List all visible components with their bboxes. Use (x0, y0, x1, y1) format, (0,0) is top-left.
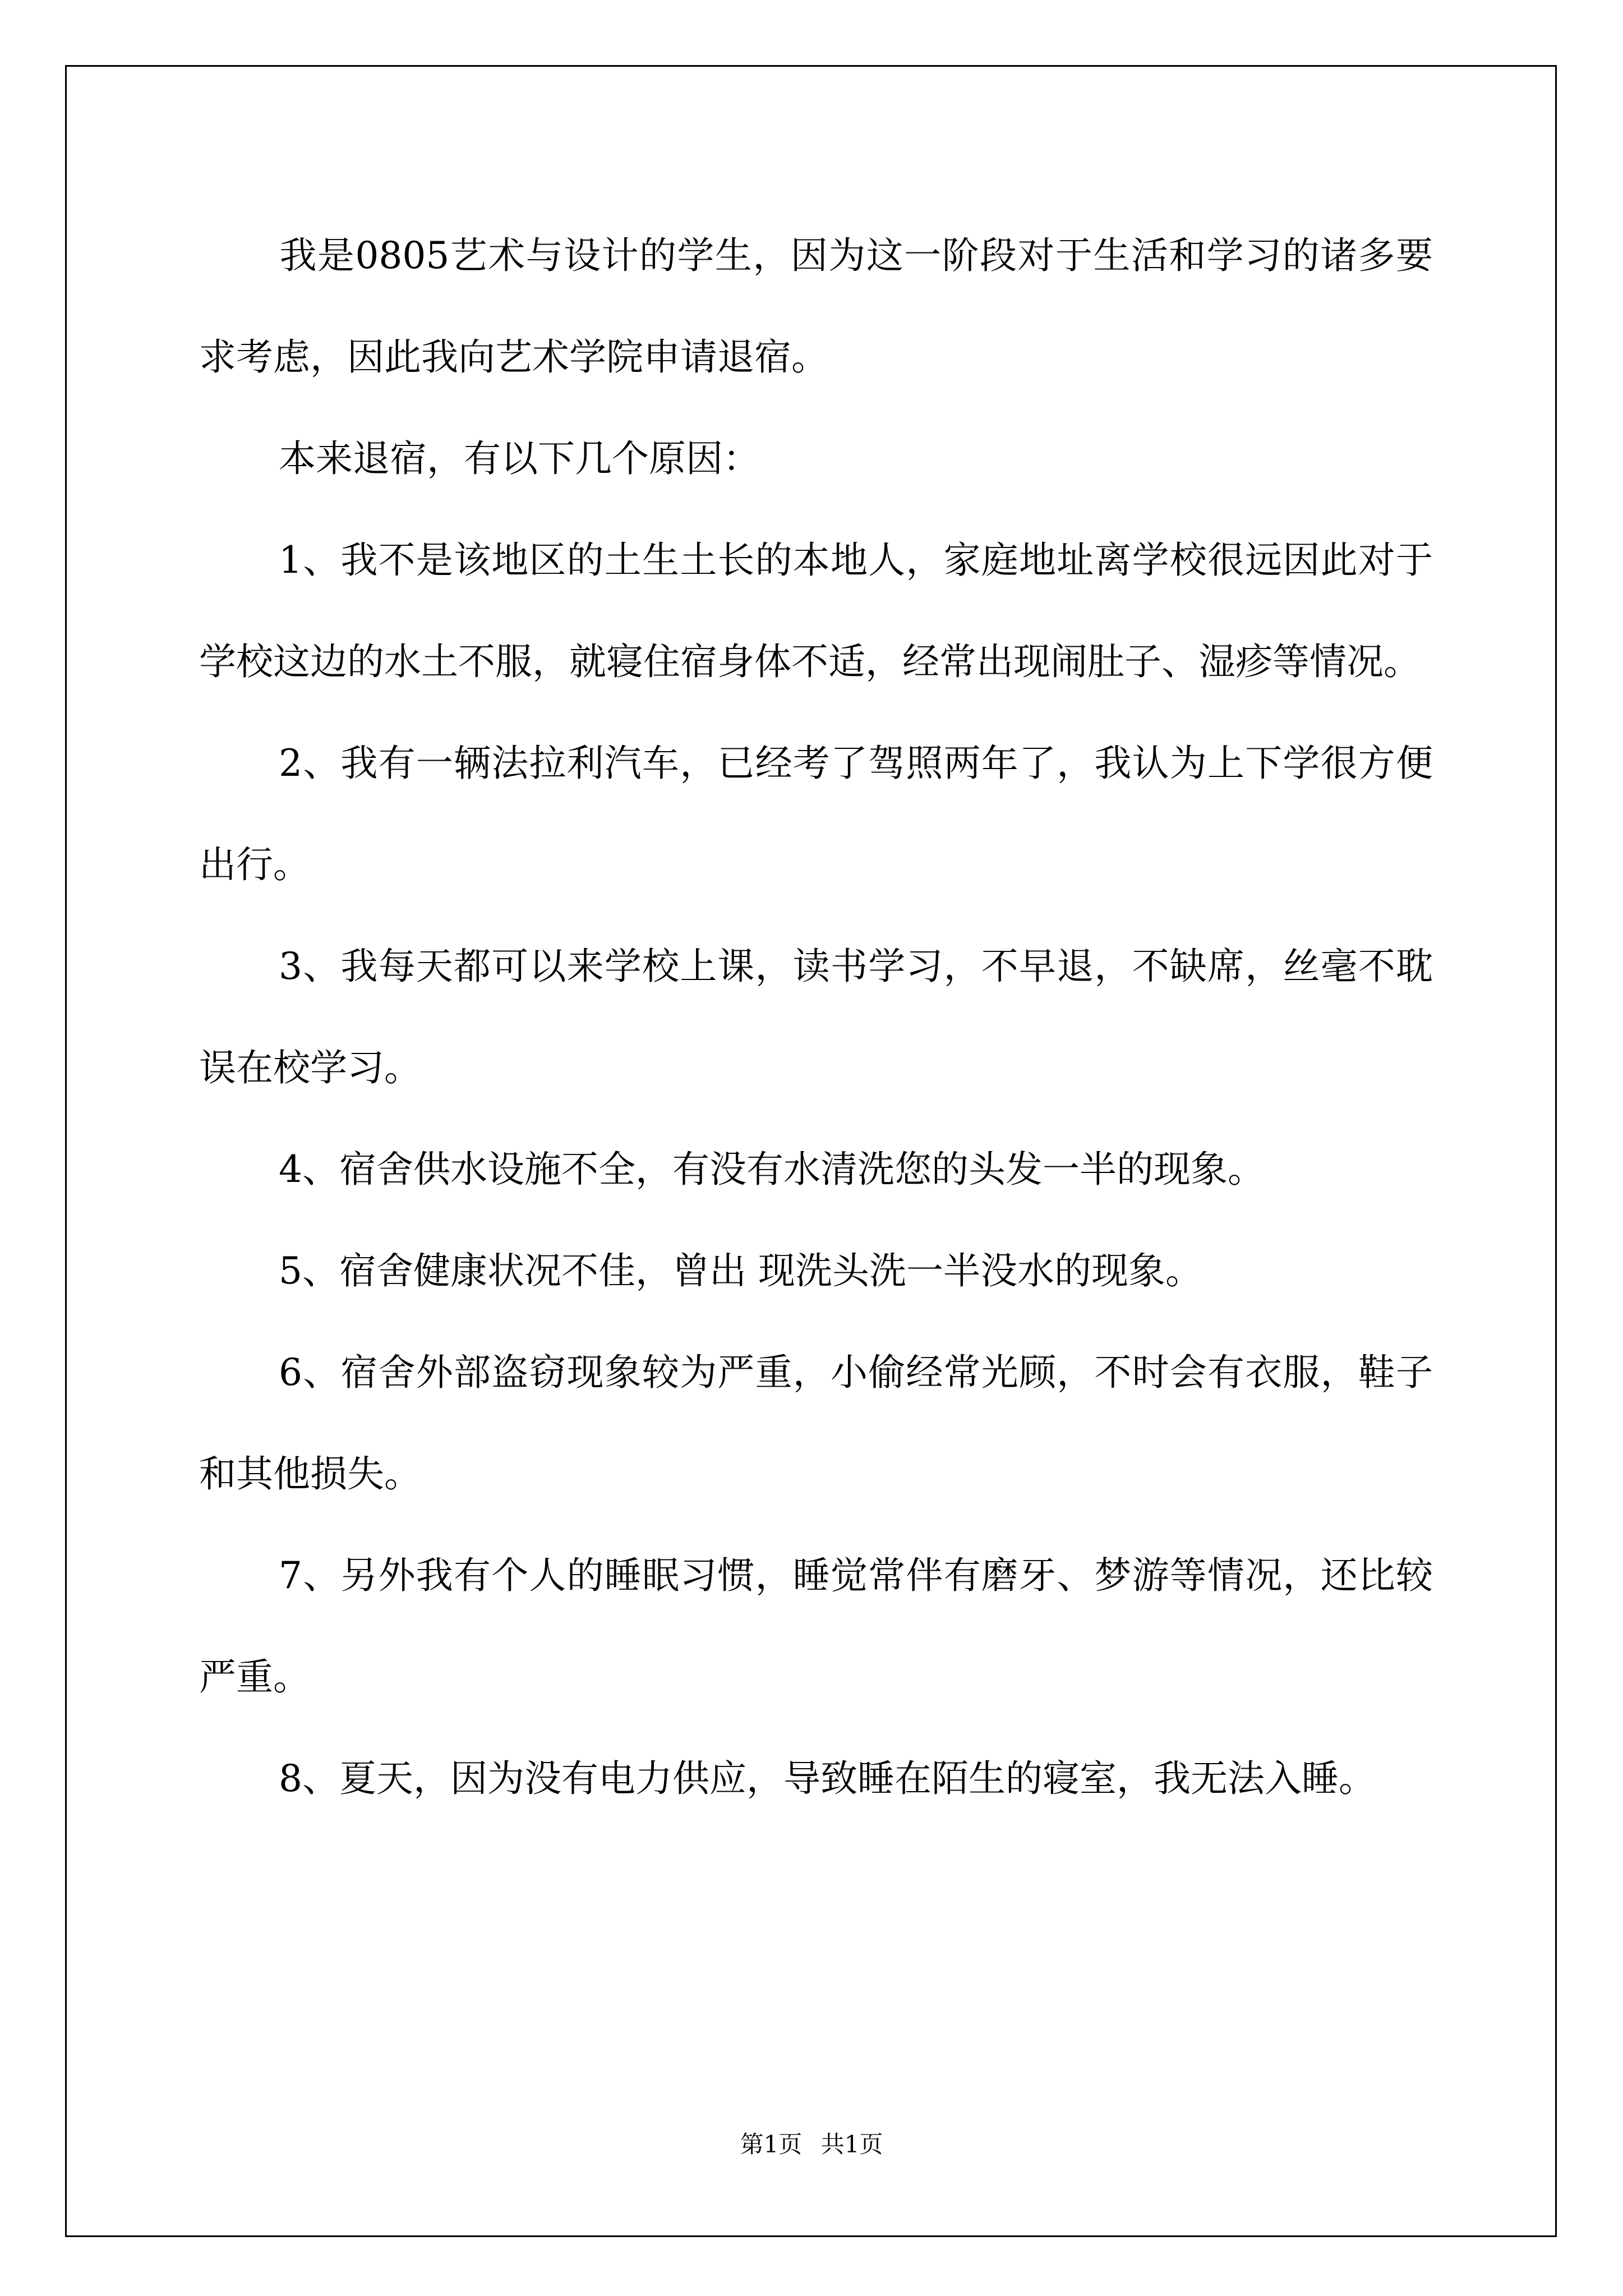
paragraph-intro: 我是0805艺术与设计的学生，因为这一阶段对于生活和学习的诸多要求考虑，因此我向艺术学院申请退宿。 (199, 234, 1433, 379)
paragraph-reasons-heading: 本来退宿，有以下几个原因： (279, 437, 760, 480)
document-body (199, 205, 1433, 1829)
page-number-current: 第1页 (740, 2131, 803, 2158)
paragraph-reason-2: 2、我有一辆法拉利汽车，已经考了驾照两年了，我认为上下学很方便出行。 (199, 742, 1433, 886)
page-footer (0, 2126, 1623, 2160)
paragraph-reason-3: 3、我每天都可以来学校上课，读书学习，不早退，不缺席，丝毫不耽误在校学习。 (199, 945, 1433, 1089)
paragraph-reason-5: 5、宿舍健康状况不佳，曾出 现洗头洗一半没水的现象。 (279, 1249, 1202, 1292)
paragraph-reason-1: 1、我不是该地区的土生土长的本地人，家庭地址离学校很远因此对于学校这边的水土不服，就寝住宿身体不适，经常出现闹肚子、湿疹等情况。 (199, 539, 1433, 683)
paragraph-reason-4: 4、宿舍供水设施不全，有没有水清洗您的头发一半的现象。 (279, 1148, 1265, 1191)
paragraph-reason-8: 8、夏天，因为没有电力供应，导致睡在陌生的寝室，我无法入睡。 (279, 1757, 1376, 1800)
paragraph-reason-7: 7、另外我有个人的睡眠习惯，睡觉常伴有磨牙、梦游等情况，还比较严重。 (199, 1554, 1433, 1699)
page-number-total: 共1页 (820, 2131, 883, 2158)
paragraph-reason-6: 6、宿舍外部盗窃现象较为严重，小偷经常光顾，不时会有衣服，鞋子和其他损失。 (199, 1351, 1433, 1496)
